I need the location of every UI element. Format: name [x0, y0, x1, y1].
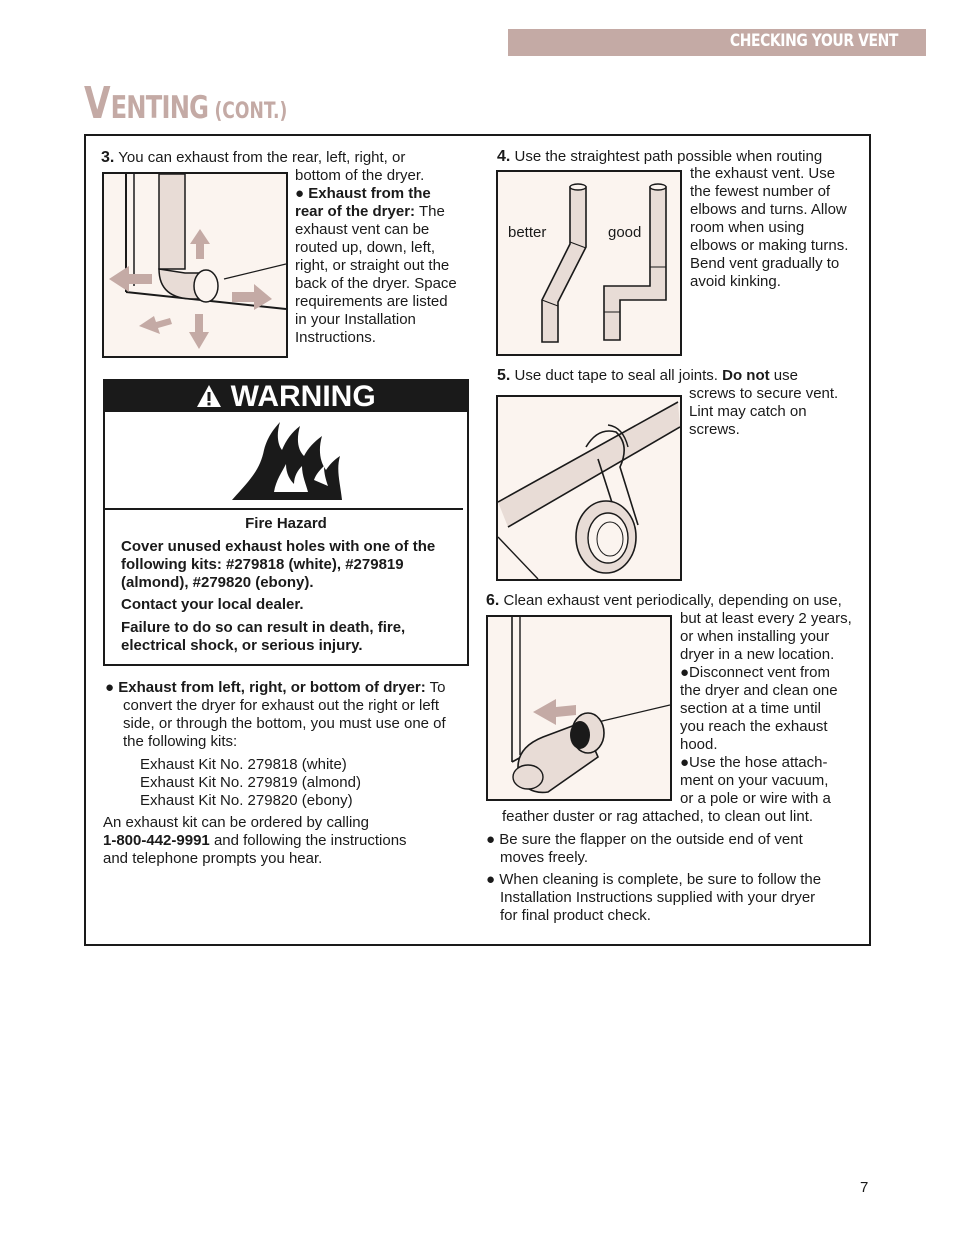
kit-item: Exhaust Kit No. 279818 (white): [140, 756, 347, 773]
exhaust-side-line3: side, or through the bottom, you must use one of: [123, 715, 446, 732]
step3-text-5: right, or straight out the: [295, 257, 450, 274]
step4-text-5: room when using: [690, 219, 805, 236]
exhaust-side-bullet: ●: [105, 679, 115, 696]
step6-bullet2-line2: Installation Instructions supplied with your dryer: [500, 889, 816, 906]
label-better: better: [508, 224, 547, 241]
step6-text-9: hood.: [680, 736, 718, 753]
step3-text-8: in your Installation: [295, 311, 416, 328]
step3-line1: [101, 149, 405, 167]
step6-text-10: ●Use the hose attach-: [680, 754, 828, 771]
step3-number: 3.: [101, 149, 115, 166]
cleaning-vent-illustration: [486, 615, 672, 801]
step3-text-7: requirements are listed: [295, 293, 448, 310]
step3-bold-tail: The: [418, 203, 445, 220]
step6-bullet1-line1: Be sure the flapper on the outside end of vent: [499, 831, 803, 848]
step3-text-4: routed up, down, left,: [295, 239, 436, 256]
step6-text-7: section at a time until: [680, 700, 821, 717]
step6-text-5: ●Disconnect vent from: [680, 664, 830, 681]
warning-p2: Contact your local dealer.: [121, 596, 304, 613]
step6-bullet2-line3: for final product check.: [500, 907, 651, 924]
step3-bullet: ●: [295, 185, 305, 202]
label-good: good: [608, 224, 642, 241]
step4-text-1: Use the straightest path possible when routing: [514, 148, 823, 165]
step3-text-6: back of the dryer. Space: [295, 275, 457, 292]
step6-bullet1-line2: moves freely.: [500, 849, 589, 866]
warning-p1-line3: (almond), #279820 (ebony).: [121, 574, 314, 591]
step6-bullet-icon: ●: [486, 831, 496, 848]
step6-bullet2: [486, 871, 821, 889]
step6-text-8: you reach the exhaust: [680, 718, 828, 735]
section-header-title: CHECKING YOUR VENT: [729, 31, 898, 51]
step6-text-11: ment on your vacuum,: [680, 772, 829, 789]
step6-bullet1: [486, 831, 803, 849]
order-phone: 1-800-442-9991: [103, 832, 210, 849]
step3-text-2: bottom of the dryer.: [295, 167, 425, 184]
section-header-bar: [508, 29, 926, 56]
step3-text-3: exhaust vent can be: [295, 221, 430, 238]
warning-p1-line2: following kits: #279818 (white), #279819: [121, 556, 404, 573]
step6-text-4: dryer in a new location.: [680, 646, 835, 663]
order-line1: An exhaust kit can be ordered by calling: [103, 814, 369, 831]
order-line2-tail: and following the instructions: [213, 832, 407, 849]
step6-text-6: the dryer and clean one: [680, 682, 838, 699]
kit-item: Exhaust Kit No. 279820 (ebony): [140, 792, 353, 809]
page-title: [84, 78, 287, 129]
step4-text-4: elbows and turns. Allow: [690, 201, 847, 218]
order-line2: [103, 832, 407, 850]
step4-text-8: avoid kinking.: [690, 273, 781, 290]
warning-box: [103, 379, 469, 666]
step5-text-3: Lint may catch on: [689, 403, 807, 420]
step5-text-1a: Use duct tape to seal all joints.: [514, 367, 718, 384]
step5-number: 5.: [497, 367, 511, 384]
warning-icon-area: [105, 412, 463, 510]
step6-text-12: or a pole or wire with a: [680, 790, 831, 807]
warning-hazard-title: Fire Hazard: [245, 515, 327, 532]
step4-text-6: elbows or making turns.: [690, 237, 849, 254]
step5-text-1c: use: [773, 367, 798, 384]
page-number: 7: [860, 1179, 869, 1196]
step5-text-2: screws to secure vent.: [689, 385, 839, 402]
warning-p3-line2: electrical shock, or serious injury.: [121, 637, 363, 654]
step6-text-2: but at least every 2 years,: [680, 610, 852, 627]
step3-bold-1: Exhaust from the: [308, 185, 431, 202]
step6-text-3: or when installing your: [680, 628, 830, 645]
exhaust-side-lead: Exhaust from left, right, or bottom of dryer:: [118, 679, 426, 696]
step3-bold-line2: [295, 203, 445, 221]
step6-bullet-icon: ●: [486, 871, 496, 888]
duct-tape-illustration: [496, 395, 682, 581]
exhaust-side-line1: [105, 679, 446, 697]
step5-line1: [497, 367, 798, 385]
step5-do-not: Do not: [722, 367, 770, 384]
title-rest: ENTING: [110, 90, 209, 126]
exhaust-side-line2: convert the dryer for exhaust out the right or left: [123, 697, 439, 714]
exhaust-side-tail: To: [429, 679, 446, 696]
step3-text-9: Instructions.: [295, 329, 376, 346]
step3-bullet-line: [295, 185, 431, 203]
step4-text-7: Bend vent gradually to: [690, 255, 840, 272]
fire-icon: [230, 420, 345, 507]
step3-text-1: You can exhaust from the rear, left, right, or: [118, 149, 406, 166]
step6-number: 6.: [486, 592, 500, 609]
warning-p3-line1: Failure to do so can result in death, fire,: [121, 619, 406, 636]
step6-bullet2-line1: When cleaning is complete, be sure to follow the: [499, 871, 822, 888]
title-cont: (CONT.): [214, 99, 288, 124]
kit-item: Exhaust Kit No. 279819 (almond): [140, 774, 361, 791]
step4-line1: [497, 148, 822, 166]
step6-text-13: feather duster or rag attached, to clean out lint.: [502, 808, 814, 825]
title-initial: V: [84, 78, 111, 129]
step6-line1: [486, 592, 842, 610]
step6-text-1: Clean exhaust vent periodically, depending on use,: [503, 592, 842, 609]
order-line3: and telephone prompts you hear.: [103, 850, 323, 867]
warning-heading: [105, 381, 467, 412]
warning-triangle-icon: [196, 380, 230, 413]
exhaust-side-line4: the following kits:: [123, 733, 238, 750]
step3-bold-2: rear of the dryer:: [295, 203, 416, 220]
step4-text-2: the exhaust vent. Use: [690, 165, 836, 182]
vent-path-illustration: [496, 170, 682, 356]
warning-heading-text: WARNING: [230, 380, 376, 413]
warning-p1-line1: Cover unused exhaust holes with one of the: [121, 538, 436, 555]
step4-number: 4.: [497, 148, 511, 165]
step5-text-4: screws.: [689, 421, 740, 438]
step4-text-3: the fewest number of: [690, 183, 831, 200]
rear-exhaust-illustration: [102, 172, 288, 358]
